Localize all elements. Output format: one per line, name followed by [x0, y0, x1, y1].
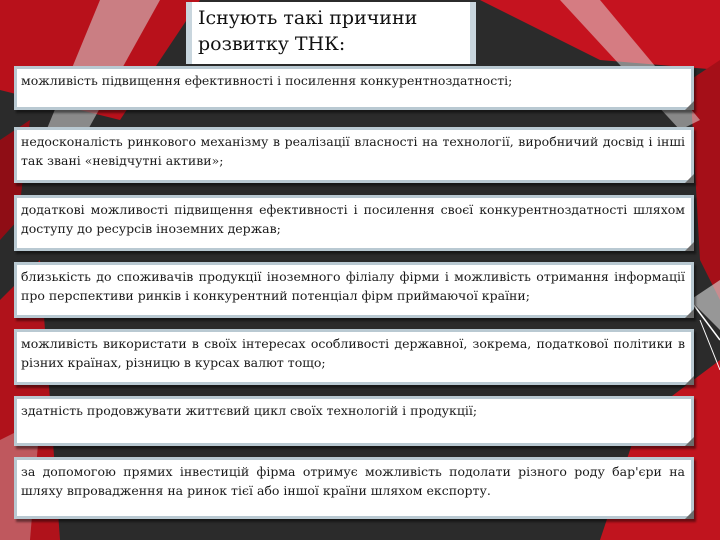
reason-text: здатність продовжувати життєвий цикл своїх технологій і продукції;	[21, 403, 478, 418]
reason-text: можливість підвищення ефективності і посилення конкурентноздатності;	[21, 73, 513, 88]
reason-card-6	[14, 396, 694, 446]
reason-card-2	[14, 127, 694, 183]
reason-text: близькість до споживачів продукції іноземного філіалу фірми і можливість отримання інформації про перспективи ринків і конкурентний потенціал фірм приймаючої країни;	[21, 269, 685, 303]
reason-card-5	[14, 329, 694, 385]
reason-card-4	[14, 262, 694, 318]
reason-text: недосконалість ринкового механізму в реалізації власності на технології, виробничий досвід і інші так звані «невідчутні активи»;	[21, 134, 685, 168]
reason-text: за допомогою прямих інвестицій фірма отримує можливість подолати різного роду бар'єри на шляху впровадження на ринок тієї або іншої країни шляхом експорту.	[21, 464, 685, 498]
slide-title	[186, 2, 476, 64]
reason-text: можливість використати в своїх інтересах особливості державної, зокрема, податкової політики в різних країнах, різницю в курсах валют тощо;	[21, 336, 685, 370]
page-curl-icon	[685, 101, 694, 110]
slide-title-line-1: Існують такі причини	[198, 7, 418, 29]
slide-title-line-2: розвитку ТНК:	[198, 33, 346, 55]
page-curl-icon	[685, 376, 694, 385]
reason-card-7	[14, 457, 694, 519]
page-curl-icon	[685, 437, 694, 446]
reason-card-1	[14, 66, 694, 110]
reason-text: додаткові можливості підвищення ефективності і посилення своєї конкурентноздатності шляхом доступу до ресурсів іноземних держав;	[21, 202, 685, 236]
page-curl-icon	[685, 174, 694, 183]
page-curl-icon	[685, 510, 694, 519]
page-curl-icon	[685, 309, 694, 318]
reason-card-3	[14, 195, 694, 251]
page-curl-icon	[685, 242, 694, 251]
